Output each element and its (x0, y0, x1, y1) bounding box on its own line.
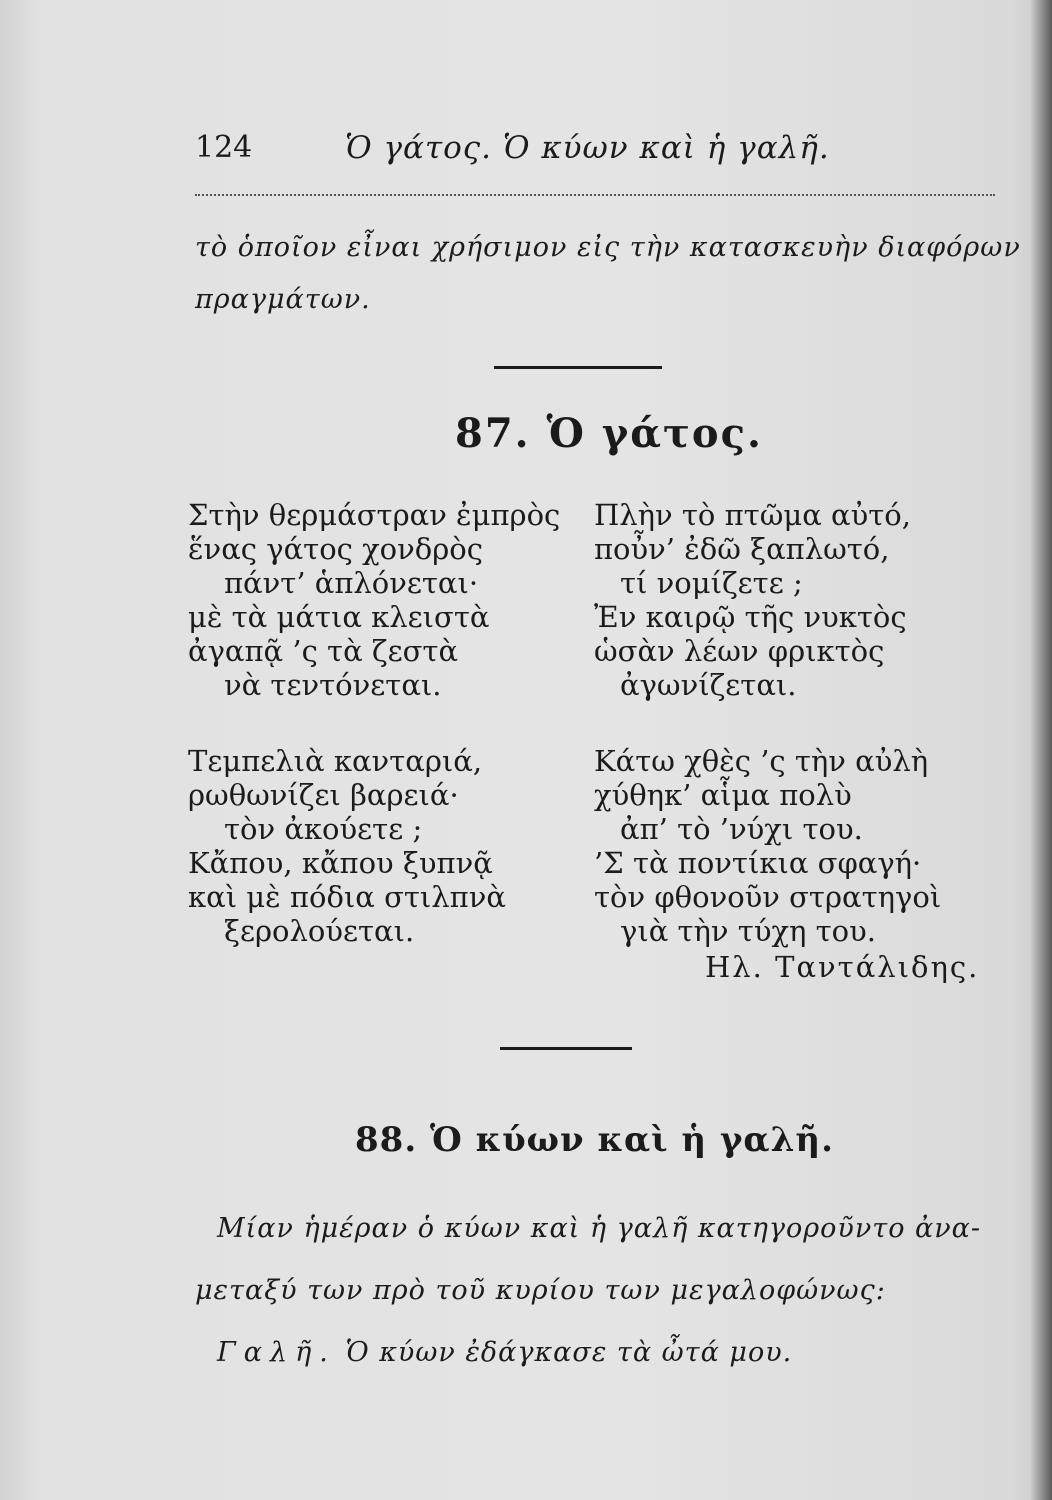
dialogue-line (195, 1322, 1005, 1384)
poem-line: Στὴν θερμάστραν ἐμπρὸς (188, 498, 561, 532)
intro-paragraph (195, 222, 1021, 326)
prose-line: Μίαν ἡμέραν ὁ κύων καὶ ἡ γαλῆ κατηγοροῦντο ἀνα- (217, 1213, 982, 1244)
poem-line: ποὖν’ ἐδῶ ξαπλωτό, (594, 532, 890, 566)
page-header (195, 130, 995, 180)
poem-stanza (188, 744, 583, 948)
header-dotted-rule (195, 194, 995, 196)
speaker-name: Γαλῆ. (217, 1337, 336, 1368)
poem-line: χύθηκ’ αἷμα πολὺ (594, 778, 852, 812)
poem-line: ’Σ τὰ ποντίκια σφαγή· (594, 846, 922, 880)
poem-line: Κἄπου, κἄπου ξυπνᾷ (188, 846, 493, 880)
section-87-title: 87. Ὁ γάτος. (455, 410, 763, 457)
poem-line: ἀγωνίζεται. (620, 668, 797, 702)
poem-stanza (584, 498, 1004, 702)
prose-line: μεταξύ των πρὸ τοῦ κυρίου των μεγαλοφώνως: (195, 1275, 886, 1306)
poem-line: ἕνας γάτος χονδρὸς (188, 532, 483, 566)
poem-line: ρωθωνίζει βαρειά· (188, 778, 459, 812)
poem-line: ἀγαπᾷ ’ς τὰ ζεστὰ (188, 634, 459, 668)
poem-line: τὸν ἀκούετε ; (224, 812, 423, 846)
section-divider (500, 1047, 632, 1050)
poem-stanza (584, 744, 1004, 948)
poem-line: ἀπ’ τὸ ’νύχι του. (620, 812, 863, 846)
page-number: 124 (195, 130, 253, 165)
poem-line: γιὰ τὴν τύχη του. (620, 914, 876, 948)
poem-line: ξερολούεται. (224, 914, 415, 948)
poem-stanza (188, 498, 583, 702)
poem-line: πάντ’ ἁπλόνεται· (224, 566, 479, 600)
poem-line: τὸν φθονοῦν στρατηγοὶ (594, 880, 942, 914)
poem-line: μὲ τὰ μάτια κλειστὰ (188, 600, 490, 634)
running-title: Ὁ γάτος. Ὁ κύων καὶ ἡ γαλῆ. (345, 130, 830, 166)
poem-line: τί νομίζετε ; (620, 566, 803, 600)
poem-line: νὰ τεντόνεται. (224, 668, 442, 702)
poem-author: Ηλ. Ταντάλιδης. (705, 950, 980, 984)
poem-line: Ἐν καιρῷ τῆς νυκτὸς (594, 600, 907, 634)
section-divider (494, 366, 662, 369)
intro-line: τὸ ὁποῖον εἶναι χρήσιμον εἰς τὴν κατασκευὴν διαφόρων (195, 232, 1021, 263)
poem-line: Κάτω χθὲς ’ς τὴν αὐλὴ (594, 744, 929, 778)
section-88-text (195, 1198, 1005, 1384)
poem-right-column (584, 498, 1004, 990)
speech-text: Ὁ κύων ἐδάγκασε τὰ ὦτά μου. (345, 1337, 793, 1368)
poem-line: καὶ μὲ πόδια στιλπνὰ (188, 880, 506, 914)
book-spine-shadow (1030, 0, 1052, 1500)
poem-line: Πλὴν τὸ πτῶμα αὐτό, (594, 498, 911, 532)
section-88-title: 88. Ὁ κύων καὶ ἡ γαλῆ. (355, 1120, 834, 1160)
poem-line: Τεμπελιὰ κανταριά, (188, 744, 483, 778)
poem-line: ὡσὰν λέων φρικτὸς (594, 634, 885, 668)
poem-left-column (188, 498, 583, 990)
intro-line: πραγμάτων. (195, 284, 371, 315)
